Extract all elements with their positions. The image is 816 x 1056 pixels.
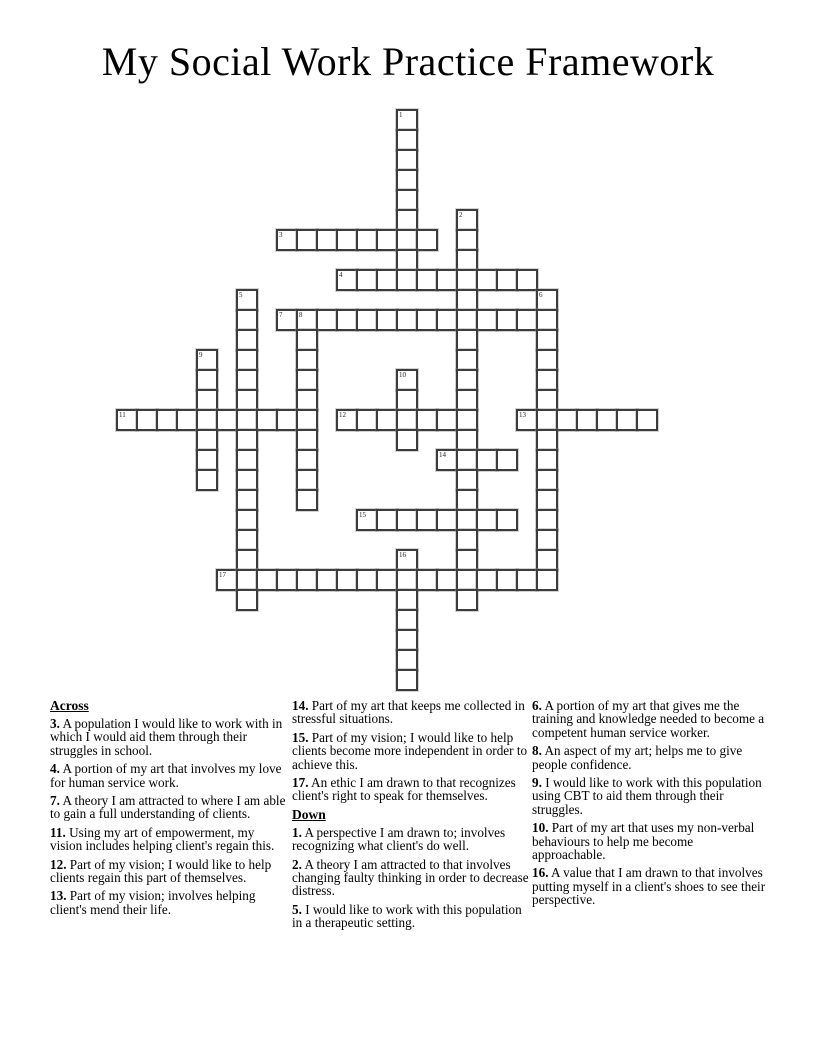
- grid-cell[interactable]: [396, 549, 418, 571]
- grid-cell[interactable]: [456, 589, 478, 611]
- clue: 8. An aspect of my art; helps me to give people confidence.: [532, 743, 743, 772]
- grid-cell[interactable]: [536, 309, 558, 331]
- clue: 10. Part of my art that uses my non-verbal behaviours to help me become approachable.: [532, 820, 755, 863]
- grid-cell[interactable]: [536, 289, 558, 311]
- cell-number: 4: [339, 271, 343, 279]
- grid-cell[interactable]: [236, 389, 258, 411]
- clue: 7. A theory I am attracted to where I am able to gain a full understanding of clients.: [50, 793, 286, 822]
- grid-cell[interactable]: [436, 409, 458, 431]
- clue-list-heading: Down: [292, 806, 326, 822]
- grid-cell[interactable]: [516, 569, 538, 591]
- grid-cell[interactable]: [336, 229, 358, 251]
- grid-cell[interactable]: [636, 409, 658, 431]
- grid-cell[interactable]: [396, 429, 418, 451]
- cell-number: 16: [399, 551, 406, 559]
- grid-cell[interactable]: [516, 309, 538, 331]
- grid-cell[interactable]: [236, 589, 258, 611]
- grid-cell[interactable]: [476, 269, 498, 291]
- cell-number: 1: [399, 111, 403, 119]
- grid-cell[interactable]: [376, 509, 398, 531]
- clue-number: 8.: [532, 743, 542, 759]
- grid-cell[interactable]: [296, 469, 318, 491]
- grid-cell[interactable]: [376, 569, 398, 591]
- grid-cell[interactable]: [296, 329, 318, 351]
- grid-cell[interactable]: [596, 409, 618, 431]
- grid-cell[interactable]: [216, 569, 238, 591]
- grid-cell[interactable]: [356, 409, 378, 431]
- grid-cell[interactable]: [376, 269, 398, 291]
- grid-cell[interactable]: [536, 429, 558, 451]
- clue-number: 11.: [50, 824, 66, 840]
- page-title: My Social Work Practice Framework: [101, 39, 715, 84]
- grid-cell[interactable]: [396, 209, 418, 231]
- clue-number: 9.: [532, 775, 542, 791]
- clue: 6. A portion of my art that gives me the training and knowledge needed to become a competent human service worker.: [532, 698, 765, 740]
- clue-number: 14.: [292, 698, 309, 713]
- grid-cell[interactable]: [456, 269, 478, 291]
- clue-number: 15.: [292, 729, 309, 745]
- grid-cell[interactable]: [456, 369, 478, 391]
- grid-cell[interactable]: [476, 449, 498, 471]
- grid-cell[interactable]: [396, 669, 418, 691]
- clue: 14. Part of my art that keeps me collected in stressful situations.: [292, 698, 525, 727]
- cell-number: 3: [279, 231, 283, 239]
- grid-cell[interactable]: [536, 329, 558, 351]
- grid-cell[interactable]: [236, 569, 258, 591]
- grid-cell[interactable]: [456, 289, 478, 311]
- cell-number: 11: [119, 411, 126, 419]
- grid-cell[interactable]: [536, 569, 558, 591]
- grid-cell[interactable]: [456, 449, 478, 471]
- grid-cell[interactable]: [536, 349, 558, 371]
- grid-cell[interactable]: [396, 149, 418, 171]
- grid-cell[interactable]: [536, 529, 558, 551]
- grid-cell[interactable]: [156, 409, 178, 431]
- grid-cell[interactable]: [456, 489, 478, 511]
- grid-cell[interactable]: [396, 589, 418, 611]
- grid-cell[interactable]: [396, 269, 418, 291]
- grid-cell[interactable]: [256, 409, 278, 431]
- grid-cell[interactable]: [396, 109, 418, 131]
- cell-number: 17: [219, 571, 226, 579]
- grid-cell[interactable]: [236, 549, 258, 571]
- grid-cell[interactable]: [176, 409, 198, 431]
- grid-cell[interactable]: [256, 569, 278, 591]
- grid-cell[interactable]: [376, 309, 398, 331]
- grid-cell[interactable]: [296, 369, 318, 391]
- grid-cell[interactable]: [276, 309, 298, 331]
- clue: 9. I would like to work with this population using CBT to aid them through their struggles.: [532, 775, 762, 817]
- grid-cell[interactable]: [396, 169, 418, 191]
- cell-number: 15: [359, 511, 366, 519]
- grid-cell[interactable]: [456, 349, 478, 371]
- grid-cell[interactable]: [416, 569, 438, 591]
- clue-column: [532, 699, 769, 912]
- grid-cell[interactable]: [356, 569, 378, 591]
- grid-cell[interactable]: [236, 469, 258, 491]
- grid-cell[interactable]: [356, 309, 378, 331]
- cell-number: 8: [299, 311, 303, 319]
- clue: 16. A value that I am drawn to that involves putting myself in a client's shoes to see their perspective.: [532, 865, 766, 908]
- grid-cell[interactable]: [316, 309, 338, 331]
- grid-cell[interactable]: [396, 369, 418, 391]
- grid-cell[interactable]: [496, 309, 518, 331]
- grid-cell[interactable]: [456, 549, 478, 571]
- clue: 12. Part of my vision; I would like to help clients regain this part of themselves.: [50, 856, 272, 886]
- grid-cell[interactable]: [396, 649, 418, 671]
- grid-cell[interactable]: [416, 269, 438, 291]
- grid-cell[interactable]: [196, 449, 218, 471]
- grid-cell[interactable]: [116, 409, 138, 431]
- grid-cell[interactable]: [396, 609, 418, 631]
- grid-cell[interactable]: [396, 629, 418, 651]
- grid-cell[interactable]: [496, 569, 518, 591]
- grid-cell[interactable]: [336, 309, 358, 331]
- clue-number: 10.: [532, 820, 549, 836]
- clue: 4. A portion of my art that involves my love for human service work.: [50, 761, 282, 790]
- grid-cell[interactable]: [476, 569, 498, 591]
- clue-list-heading: Across: [50, 698, 89, 713]
- cell-number: 10: [399, 371, 406, 379]
- clue-column: [50, 699, 287, 921]
- grid-cell[interactable]: [216, 409, 238, 431]
- cell-number: 13: [519, 411, 526, 419]
- grid-cell[interactable]: [616, 409, 638, 431]
- grid-cell[interactable]: [456, 309, 478, 331]
- grid-cell[interactable]: [236, 329, 258, 351]
- clue-number: 13.: [50, 888, 67, 904]
- grid-cell[interactable]: [456, 229, 478, 251]
- grid-cell[interactable]: [196, 469, 218, 491]
- grid-cell[interactable]: [236, 509, 258, 531]
- clue: 3. A population I would like to work with in which I would aid them through their struggles in school.: [50, 716, 283, 758]
- grid-cell[interactable]: [536, 369, 558, 391]
- grid-cell[interactable]: [296, 449, 318, 471]
- clue: 17. An ethic I am drawn to that recognizes client's right to speak for themselves.: [292, 775, 516, 804]
- clue-number: 17.: [292, 775, 309, 791]
- grid-cell[interactable]: [536, 469, 558, 491]
- grid-cell[interactable]: [356, 269, 378, 291]
- clue-number: 4.: [50, 761, 60, 777]
- grid-cell[interactable]: [416, 309, 438, 331]
- cell-number: 14: [439, 451, 446, 459]
- grid-cell[interactable]: [236, 429, 258, 451]
- grid-cell[interactable]: [316, 569, 338, 591]
- grid-cell[interactable]: [196, 389, 218, 411]
- grid-cell[interactable]: [456, 329, 478, 351]
- grid-cell[interactable]: [236, 529, 258, 551]
- grid-cell[interactable]: [356, 509, 378, 531]
- grid-cell[interactable]: [516, 269, 538, 291]
- grid-cell[interactable]: [376, 229, 398, 251]
- grid-cell[interactable]: [296, 569, 318, 591]
- cell-number: 6: [539, 291, 543, 299]
- grid-cell[interactable]: [436, 309, 458, 331]
- cell-number: 9: [199, 351, 203, 359]
- grid-cell[interactable]: [136, 409, 158, 431]
- grid-cell[interactable]: [456, 509, 478, 531]
- grid-cell[interactable]: [296, 389, 318, 411]
- grid-cell[interactable]: [396, 309, 418, 331]
- grid-cell[interactable]: [396, 129, 418, 151]
- grid-cell[interactable]: [396, 509, 418, 531]
- grid-cell[interactable]: [396, 389, 418, 411]
- grid-cell[interactable]: [536, 409, 558, 431]
- grid-cell[interactable]: [456, 389, 478, 411]
- clue: 11. Using my art of empowerment, my vision includes helping client's regain this.: [50, 824, 275, 854]
- grid-cell[interactable]: [456, 249, 478, 271]
- grid-cell[interactable]: [376, 409, 398, 431]
- grid-cell[interactable]: [416, 229, 438, 251]
- grid-cell[interactable]: [236, 409, 258, 431]
- grid-cell[interactable]: [296, 229, 318, 251]
- grid-cell[interactable]: [236, 489, 258, 511]
- grid-cell[interactable]: [476, 309, 498, 331]
- clue: 1. A perspective I am drawn to; involves recognizing what client's do well.: [292, 824, 506, 854]
- clue: 15. Part of my vision; I would like to help clients become more independent in order to achieve this.: [292, 729, 528, 772]
- grid-cell[interactable]: [496, 509, 518, 531]
- grid-cell[interactable]: [196, 409, 218, 431]
- clue-number: 7.: [50, 793, 60, 809]
- grid-cell[interactable]: [396, 569, 418, 591]
- grid-cell[interactable]: [476, 509, 498, 531]
- grid-cell[interactable]: [396, 189, 418, 211]
- grid-cell[interactable]: [196, 429, 218, 451]
- clue-number: 2.: [292, 856, 302, 872]
- grid-cell[interactable]: [236, 369, 258, 391]
- grid-cell[interactable]: [236, 309, 258, 331]
- grid-cell[interactable]: [456, 529, 478, 551]
- grid-cell[interactable]: [356, 229, 378, 251]
- grid-cell[interactable]: [236, 449, 258, 471]
- grid-cell[interactable]: [196, 349, 218, 371]
- grid-cell[interactable]: [236, 349, 258, 371]
- clue-number: 12.: [50, 856, 67, 872]
- grid-cell[interactable]: [496, 449, 518, 471]
- grid-cell[interactable]: [436, 509, 458, 531]
- clue-number: 16.: [532, 865, 549, 881]
- clue-number: 1.: [292, 824, 302, 840]
- grid-cell[interactable]: [556, 409, 578, 431]
- clue: 2. A theory I am attracted to that involves changing faulty thinking in order to decrease distress.: [292, 856, 529, 899]
- grid-cell[interactable]: [456, 469, 478, 491]
- grid-cell[interactable]: [296, 409, 318, 431]
- grid-cell[interactable]: [456, 409, 478, 431]
- grid-cell[interactable]: [496, 269, 518, 291]
- clue: 5. I would like to work with this population in a therapeutic setting.: [292, 901, 522, 931]
- grid-cell[interactable]: [456, 429, 478, 451]
- grid-cell[interactable]: [316, 229, 338, 251]
- grid-cell[interactable]: [516, 409, 538, 431]
- grid-cell[interactable]: [296, 489, 318, 511]
- grid-cell[interactable]: [536, 449, 558, 471]
- clue-number: 6.: [532, 698, 542, 713]
- grid-cell[interactable]: [276, 569, 298, 591]
- grid-cell[interactable]: [536, 549, 558, 571]
- grid-cell[interactable]: [276, 409, 298, 431]
- grid-cell[interactable]: [236, 289, 258, 311]
- grid-cell[interactable]: [396, 229, 418, 251]
- grid-cell[interactable]: [336, 569, 358, 591]
- grid-cell[interactable]: [536, 509, 558, 531]
- cell-number: 5: [239, 291, 243, 299]
- grid-cell[interactable]: [436, 269, 458, 291]
- grid-cell[interactable]: [396, 249, 418, 271]
- cell-number: 12: [339, 411, 346, 419]
- clue-number: 3.: [50, 716, 60, 731]
- grid-cell[interactable]: [436, 569, 458, 591]
- grid-cell[interactable]: [436, 449, 458, 471]
- clue-column: [292, 699, 529, 935]
- grid-cell[interactable]: [296, 349, 318, 371]
- clue: 13. Part of my vision; involves helping client's mend their life.: [50, 888, 256, 917]
- cell-number: 7: [279, 311, 283, 319]
- cell-number: 2: [459, 211, 463, 219]
- grid-cell[interactable]: [576, 409, 598, 431]
- grid-cell[interactable]: [296, 429, 318, 451]
- grid-cell[interactable]: [536, 389, 558, 411]
- grid-cell[interactable]: [416, 509, 438, 531]
- grid-cell[interactable]: [536, 489, 558, 511]
- grid-cell[interactable]: [196, 369, 218, 391]
- grid-cell[interactable]: [396, 409, 418, 431]
- grid-cell[interactable]: [456, 209, 478, 231]
- grid-cell[interactable]: [336, 409, 358, 431]
- grid-cell[interactable]: [456, 569, 478, 591]
- grid-cell[interactable]: [276, 229, 298, 251]
- grid-cell[interactable]: [296, 309, 318, 331]
- clue-number: 5.: [292, 901, 302, 917]
- grid-cell[interactable]: [416, 409, 438, 431]
- grid-cell[interactable]: [336, 269, 358, 291]
